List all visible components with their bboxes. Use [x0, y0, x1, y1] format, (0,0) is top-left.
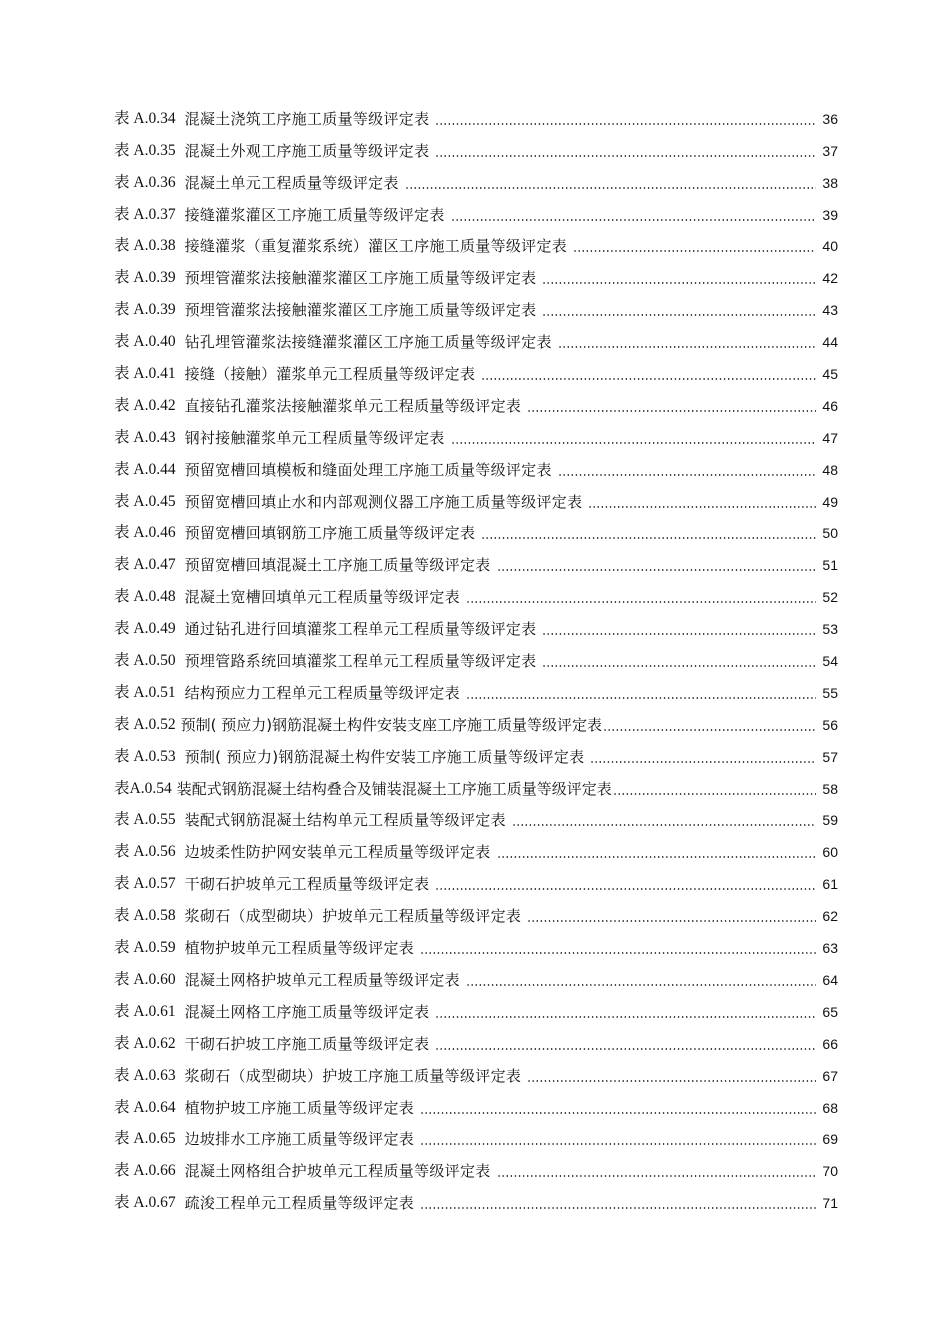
toc-entry-code: 表 A.0.67 [114, 1194, 176, 1212]
toc-entry-code: 表 A.0.36 [114, 173, 176, 191]
dot-leader [542, 665, 816, 667]
toc-entry-title: 疏浚工程单元工程质量等级评定表 [184, 1194, 415, 1213]
dot-leader [435, 888, 816, 890]
toc-entry-title: 干砌石护坡工序施工质量等级评定表 [184, 1034, 430, 1053]
toc-entry-code: 表 A.0.44 [114, 460, 176, 478]
toc-entry-title: 接缝灌浆（重复灌浆系统）灌区工序施工质量等级评定表 [184, 237, 568, 256]
toc-entry[interactable] [114, 830, 838, 862]
toc-entry-code: 表 A.0.52 [114, 715, 176, 733]
toc-entry[interactable] [114, 256, 838, 288]
toc-entry-page-number: 58 [822, 780, 838, 797]
toc-entry[interactable] [114, 799, 838, 831]
toc-entry[interactable] [114, 958, 838, 990]
toc-entry-code: 表 A.0.56 [114, 843, 176, 861]
toc-entry[interactable] [114, 97, 838, 129]
toc-entry[interactable] [114, 671, 838, 703]
toc-entry-title: 混凝土宽槽回填单元工程质量等级评定表 [184, 588, 460, 607]
toc-entry-page-number: 37 [822, 142, 838, 159]
toc-entry-page-number: 46 [822, 397, 838, 414]
dot-leader [497, 569, 816, 571]
dot-leader [481, 537, 816, 539]
toc-entry-title: 接缝灌浆灌区工序施工质量等级评定表 [184, 205, 445, 224]
toc-entry-title: 装配式钢筋混凝土结构单元工程质量等级评定表 [184, 811, 506, 830]
toc-entry-code: 表 A.0.66 [114, 1162, 176, 1180]
toc-entry[interactable] [114, 607, 838, 639]
toc-entry[interactable] [114, 703, 838, 735]
toc-entry-page-number: 60 [822, 844, 838, 861]
toc-entry[interactable] [114, 512, 838, 544]
toc-entry-page-number: 54 [822, 653, 838, 670]
toc-entry[interactable] [114, 767, 838, 799]
toc-entry-page-number: 52 [822, 589, 838, 606]
toc-entry[interactable] [114, 1022, 838, 1054]
toc-entry-page-number: 67 [822, 1067, 838, 1084]
toc-entry-page-number: 51 [822, 557, 838, 574]
dot-leader [481, 378, 816, 380]
toc-entry[interactable] [114, 1086, 838, 1118]
dot-leader [466, 984, 816, 986]
toc-entry-code: 表 A.0.42 [114, 396, 176, 414]
toc-entry-code: 表 A.0.40 [114, 333, 176, 351]
dot-leader [466, 697, 816, 699]
dot-leader [603, 729, 816, 731]
toc-entry-title: 混凝土网格护坡单元工程质量等级评定表 [184, 970, 460, 989]
dot-leader [497, 856, 816, 858]
dot-leader [451, 219, 816, 221]
dot-leader [420, 952, 816, 954]
toc-entry-page-number: 38 [822, 174, 838, 191]
toc-entry-title: 结构预应力工程单元工程质量等级评定表 [184, 683, 460, 702]
toc-entry-page-number: 69 [822, 1131, 838, 1148]
toc-entry-title: 钢衬接触灌浆单元工程质量等级评定表 [184, 428, 445, 447]
toc-entry-page-number: 56 [822, 716, 838, 733]
toc-entry[interactable] [114, 193, 838, 225]
toc-entry-title: 混凝土网格工序施工质量等级评定表 [184, 1002, 430, 1021]
dot-leader [573, 250, 816, 252]
toc-entry-title: 预制( 预应力)钢筋混凝土构件安装支座工序施工质量等级评定表 [180, 715, 603, 734]
toc-entry-code: 表 A.0.64 [114, 1098, 176, 1116]
toc-entry-code: 表 A.0.49 [114, 620, 176, 638]
toc-entry-page-number: 42 [822, 270, 838, 287]
toc-entry-title: 混凝土外观工序施工质量等级评定表 [184, 141, 430, 160]
dot-leader [558, 474, 816, 476]
dot-leader [542, 314, 816, 316]
toc-entry-page-number: 47 [822, 429, 838, 446]
toc-entry-title: 混凝土浇筑工序施工质量等级评定表 [184, 109, 430, 128]
toc-entry-title: 预留宽槽回填止水和内部观测仪器工序施工质量等级评定表 [184, 492, 583, 511]
toc-entry-code: 表 A.0.51 [114, 683, 176, 701]
toc-entry-page-number: 40 [822, 238, 838, 255]
dot-leader [435, 1016, 816, 1018]
toc-entry-page-number: 62 [822, 908, 838, 925]
toc-entry-code: 表 A.0.50 [114, 652, 176, 670]
toc-entry[interactable] [114, 416, 838, 448]
toc-entry[interactable] [114, 288, 838, 320]
toc-entry-title: 预制( 预应力)钢筋混凝土构件安装工序施工质量等级评定表 [184, 747, 585, 766]
table-of-contents [114, 97, 838, 1213]
toc-entry-code: 表 A.0.45 [114, 492, 176, 510]
toc-entry-code: 表 A.0.39 [114, 301, 176, 319]
toc-entry-page-number: 44 [822, 334, 838, 351]
toc-entry[interactable] [114, 543, 838, 575]
toc-entry-code: 表 A.0.55 [114, 811, 176, 829]
toc-entry-code: 表 A.0.57 [114, 875, 176, 893]
toc-entry-code: 表 A.0.46 [114, 524, 176, 542]
toc-entry-title: 通过钻孔进行回填灌浆工程单元工程质量等级评定表 [184, 620, 537, 639]
toc-entry[interactable] [114, 926, 838, 958]
toc-entry-title: 干砌石护坡单元工程质量等级评定表 [184, 875, 430, 894]
toc-entry-page-number: 63 [822, 940, 838, 957]
toc-entry-page-number: 50 [822, 525, 838, 542]
toc-entry-code: 表 A.0.35 [114, 141, 176, 159]
dot-leader [588, 506, 816, 508]
toc-entry-title: 预埋管灌浆法接触灌浆灌区工序施工质量等级评定表 [184, 269, 537, 288]
toc-entry-title: 直接钻孔灌浆法接触灌浆单元工程质量等级评定表 [184, 396, 522, 415]
toc-entry-code: 表 A.0.60 [114, 970, 176, 988]
dot-leader [527, 410, 816, 412]
toc-entry-code: 表 A.0.47 [114, 556, 176, 574]
toc-entry-page-number: 36 [822, 110, 838, 127]
toc-entry[interactable] [114, 862, 838, 894]
dot-leader [420, 1112, 816, 1114]
dot-leader [542, 282, 816, 284]
toc-entry-title: 混凝土单元工程质量等级评定表 [184, 173, 399, 192]
dot-leader [405, 187, 816, 189]
toc-entry[interactable] [114, 575, 838, 607]
toc-entry[interactable] [114, 1118, 838, 1150]
toc-entry-page-number: 55 [822, 684, 838, 701]
toc-entry-title: 预留宽槽回填混凝土工序施工质量等级评定表 [184, 556, 491, 575]
toc-entry-title: 钻孔埋管灌浆法接缝灌浆灌区工序施工质量等级评定表 [184, 333, 552, 352]
toc-entry-code: 表 A.0.59 [114, 939, 176, 957]
toc-entry[interactable] [114, 480, 838, 512]
toc-entry-page-number: 61 [822, 876, 838, 893]
toc-entry[interactable] [114, 894, 838, 926]
dot-leader [527, 1080, 816, 1082]
toc-entry[interactable] [114, 384, 838, 416]
dot-leader [613, 793, 816, 795]
toc-entry-code: 表 A.0.63 [114, 1066, 176, 1084]
toc-entry-title: 植物护坡单元工程质量等级评定表 [184, 939, 415, 958]
toc-entry[interactable] [114, 161, 838, 193]
toc-entry-page-number: 59 [822, 812, 838, 829]
toc-entry[interactable] [114, 990, 838, 1022]
toc-entry-code: 表 A.0.43 [114, 428, 176, 446]
dot-leader [558, 346, 816, 348]
toc-entry[interactable] [114, 129, 838, 161]
toc-entry[interactable] [114, 225, 838, 257]
toc-entry-code: 表 A.0.53 [114, 747, 176, 765]
toc-entry-title: 装配式钢筋混凝土结构叠合及铺装混凝土工序施工质量等级评定表 [176, 779, 612, 798]
toc-entry-title: 浆砌石（成型砌块）护坡工序施工质量等级评定表 [184, 1066, 522, 1085]
toc-entry-page-number: 71 [822, 1195, 838, 1212]
dot-leader [435, 1048, 816, 1050]
dot-leader [466, 601, 816, 603]
toc-entry-code: 表 A.0.38 [114, 237, 176, 255]
toc-entry-title: 浆砌石（成型砌块）护坡单元工程质量等级评定表 [184, 907, 522, 926]
toc-entry-code: 表 A.0.48 [114, 588, 176, 606]
toc-entry-title: 预留宽槽回填钢筋工序施工质量等级评定表 [184, 524, 476, 543]
toc-entry-title: 预留宽槽回填模板和缝面处理工序施工质量等级评定表 [184, 460, 552, 479]
toc-entry-title: 接缝（接触）灌浆单元工程质量等级评定表 [184, 365, 476, 384]
toc-entry-code: 表 A.0.34 [114, 109, 176, 127]
toc-entry-code: 表 A.0.62 [114, 1034, 176, 1052]
dot-leader [512, 824, 816, 826]
toc-entry-page-number: 64 [822, 971, 838, 988]
dot-leader [451, 442, 816, 444]
toc-entry[interactable] [114, 352, 838, 384]
toc-entry[interactable] [114, 1181, 838, 1213]
toc-entry[interactable] [114, 639, 838, 671]
dot-leader [542, 633, 816, 635]
dot-leader [527, 920, 816, 922]
toc-entry-code: 表 A.0.39 [114, 269, 176, 287]
toc-entry-page-number: 43 [822, 302, 838, 319]
toc-entry-title: 混凝土网格组合护坡单元工程质量等级评定表 [184, 1162, 491, 1181]
toc-entry-page-number: 45 [822, 366, 838, 383]
dot-leader [590, 761, 816, 763]
toc-entry-title: 边坡柔性防护网安装单元工程质量等级评定表 [184, 843, 491, 862]
dot-leader [420, 1207, 816, 1209]
toc-entry[interactable] [114, 448, 838, 480]
toc-entry[interactable] [114, 320, 838, 352]
toc-entry-page-number: 70 [822, 1163, 838, 1180]
toc-entry[interactable] [114, 735, 838, 767]
toc-entry-page-number: 66 [822, 1035, 838, 1052]
toc-entry-code: 表A.0.54 [114, 779, 172, 797]
toc-entry-code: 表 A.0.37 [114, 205, 176, 223]
toc-entry-page-number: 53 [822, 621, 838, 638]
toc-entry-title: 植物护坡工序施工质量等级评定表 [184, 1098, 415, 1117]
toc-entry-title: 边坡排水工序施工质量等级评定表 [184, 1130, 415, 1149]
toc-entry-page-number: 39 [822, 206, 838, 223]
toc-entry-page-number: 68 [822, 1099, 838, 1116]
toc-entry-page-number: 49 [822, 493, 838, 510]
toc-entry-code: 表 A.0.41 [114, 365, 176, 383]
toc-entry-page-number: 65 [822, 1003, 838, 1020]
toc-entry-code: 表 A.0.65 [114, 1130, 176, 1148]
toc-entry-page-number: 57 [822, 748, 838, 765]
toc-entry-title: 预埋管灌浆法接触灌浆灌区工序施工质量等级评定表 [184, 301, 537, 320]
toc-entry-title: 预埋管路系统回填灌浆工程单元工程质量等级评定表 [184, 652, 537, 671]
dot-leader [420, 1143, 816, 1145]
dot-leader [497, 1175, 816, 1177]
toc-entry-code: 表 A.0.61 [114, 1002, 176, 1020]
dot-leader [435, 155, 816, 157]
toc-entry-code: 表 A.0.58 [114, 907, 176, 925]
dot-leader [435, 123, 816, 125]
toc-entry[interactable] [114, 1054, 838, 1086]
toc-entry-page-number: 48 [822, 461, 838, 478]
toc-entry[interactable] [114, 1149, 838, 1181]
